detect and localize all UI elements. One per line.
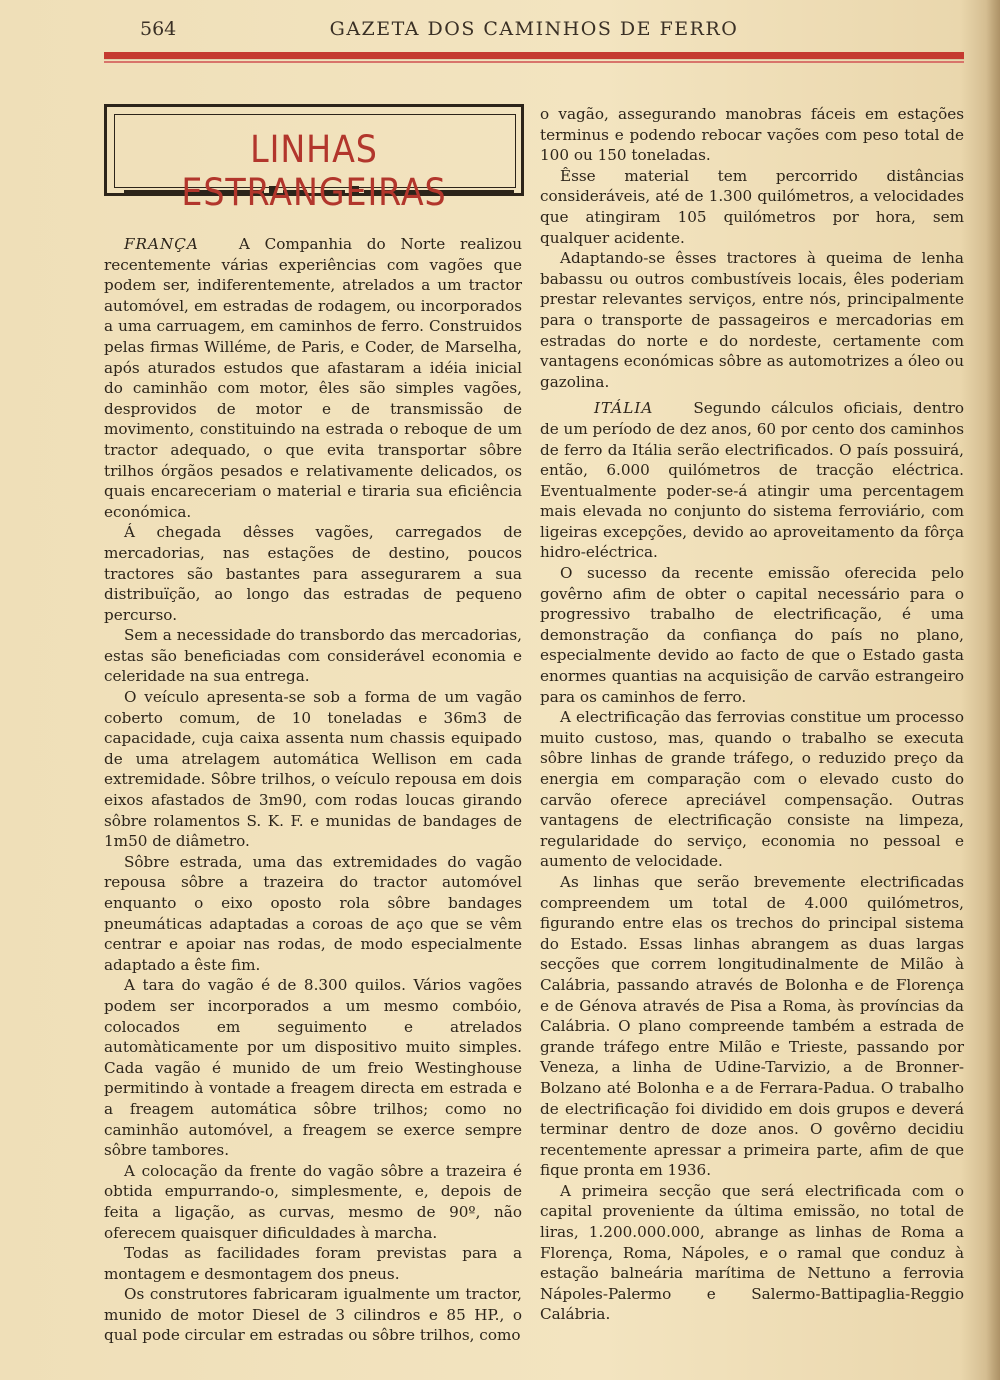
header-rule-thin <box>104 61 964 63</box>
paragraph: Êsse material tem percorrido distâncias consideráveis, até de 1.300 quilómetros, a velocidades que atingiram 105 quilómetros por hora, sem qualquer acidente. <box>540 166 964 247</box>
paragraph: A colocação da frente do vagão sôbre a trazeira é obtida empurrando-o, simplesmente, e, depois de feita a ligação, as curvas, mesmo de 90º, não oferecem quaisquer dificuldades à marcha. <box>104 1161 522 1242</box>
country-heading-italy: ITÁLIA <box>594 399 654 418</box>
paragraph: Sôbre estrada, uma das extremidades do vagão repousa sôbre a trazeira do tractor automóvel enquanto o eixo oposto rola sôbre bandages pneumáticas adaptadas a coroas de aço que se vêm centrar e apoiar nas rodas, de modo especialmente adaptado a êste fim. <box>104 852 522 974</box>
section-title: LINHAS ESTRANGEIRAS <box>181 128 447 214</box>
page-edge-shadow <box>986 0 1000 1380</box>
page-number: 564 <box>140 18 177 40</box>
paragraph <box>540 398 964 563</box>
paragraph: Sem a necessidade do transbordo das mercadorias, estas são beneficiadas com considerável economia e celeridade na sua entrega. <box>104 626 522 686</box>
paragraph <box>104 234 522 522</box>
header-rule <box>104 52 964 59</box>
paragraph: O veículo apresenta-se sob a forma de um vagão coberto comum, de 10 toneladas e 36m3 de capacidade, cuja caixa assenta num chassis equipado de uma atrelagem automática Wellison em cada extremidade. Sôbre trilhos, o veículo repousa em dois eixos afastados de 3m90, com rodas loucas girando sôbre rolamentos S. K. F. e munidas de bandages de 1m50 de diâmetro. <box>104 688 522 851</box>
paragraph: Adaptando-se êsses tractores à queima de lenha babassu ou outros combustíveis locais, êles poderiam prestar relevantes serviços, entre nós, principalmente para o transporte de passageiros e mercadorias em estradas do norte e do nordeste, certamente com vantagens económicas sôbre as automotrizes a óleo ou gazolina. <box>540 249 964 391</box>
left-column <box>104 234 522 1346</box>
paragraph: O sucesso da recente emissão oferecida pelo govêrno afim de obter o capital necessário para o progressivo trabalho de electrificação, é uma demonstração da confiança do país no plano, especialmente devido ao facto de que o Estado gasta enormes quantias na acquisição de carvão estrangeiro para os caminhos de ferro. <box>540 564 964 706</box>
paragraph: Os construtores fabricaram igualmente um tractor, munido de motor Diesel de 3 cilindros e 85 HP., o qual pode circular em estradas ou sôbre trilhos, como <box>104 1285 522 1345</box>
country-heading-france: FRANÇA <box>124 235 199 253</box>
paragraph: Todas as facilidades foram previstas para a montagem e desmontagem dos pneus. <box>104 1244 522 1283</box>
paragraph: A primeira secção que será electrificada com o capital proveniente da última emissão, no total de liras, 1.200.000.000, abrange as linhas de Roma a Florença, Roma, Nápoles, e o ramal que conduz à estação balneária marítima de Nettuno a ferrovia Nápoles-Palermo e Salermo-Battipaglia-Reggio Calábria. <box>540 1181 964 1324</box>
paragraph: As linhas que serão brevemente electrificadas compreendem um total de 4.000 quilómetros, figurando entre elas os trechos do principal sistema do Estado. Essas linhas abrangem as duas largas secções que correm longitudinalmente de Milão à Calábria, passando através de Bolonha e de Florença e de Génova através de Pisa a Roma, às províncias da Calábria. O plano compreende também a estrada de grande tráfego entre Milão e Trieste, passando por Veneza, a linha de Udine-Tarvizio, a de Bronner-Bolzano até Bolonha e a de Ferrara-Padua. O trabalho de electrificação foi dividido em dois grupos e deverá terminar dentro de doze anos. O govêrno decidiu recentemente apressar a primeira parte, afim de que fique pronta em 1936. <box>540 872 964 1180</box>
section-title-frame <box>104 104 524 214</box>
paragraph: A tara do vagão é de 8.300 quilos. Vários vagões podem ser incorporados a um mesmo combóio, colocados em seguimento e atrelados automàticamente por um dispositivo muito simples. Cada vagão é munido de um freio Westinghouse permitindo à vontade a freagem directa em estrada e a freagem automática sôbre trilhos; como no caminhão automóvel, a freagem se exerce sempre sôbre tambores. <box>104 976 522 1160</box>
paragraph-text: A Companhia do Norte realizou recentemente várias experiências com vagões que podem ser, indiferentemente, atrelados a um tractor automóvel, em estradas de rodagem, ou incorporados a uma carruagem, em caminhos de ferro. Construidos pelas firmas Willéme, de Paris, e Coder, de Marselha, após aturados estudos que afastaram a idéia inicial do caminhão com motor, êles são simples vagões, desprovidos de motor e de transmissão de movimento, constituindo na estrada o reboque de um tractor adequado, o que evita transportar sôbre trilhos órgãos pesados e relativamente delicados, os quais encareceriam o material e tiraria sua eficiência económica. <box>104 235 522 521</box>
paragraph-text: Segundo cálculos oficiais, dentro de um período de dez anos, 60 por cento dos caminhos de ferro da Itália serão electrificados. O país possuirá, então, 6.000 quilómetros de tracção eléctrica. Eventualmente poder-se-á atingir uma percentagem mais elevada no conjunto do sistema ferroviário, com ligeiras excepções, devido ao aproveitamento da fôrça hidro-eléctrica. <box>540 399 964 562</box>
running-header <box>104 16 964 46</box>
paragraph: o vagão, assegurando manobras fáceis em estações terminus e podendo rebocar vações com peso total de 100 ou 150 toneladas. <box>540 105 964 165</box>
paragraph: A electrificação das ferrovias constitue um processo muito custoso, mas, quando o trabalho se executa sôbre linhas de grande tráfego, o reduzido preço da energia em comparação com o elevado custo do carvão oferece apreciável compensação. Outras vantagens de electrificação consiste na limpeza, regularidade do serviço, economia no pessoal e aumento de velocidade. <box>540 708 964 871</box>
paragraph: Á chegada dêsses vagões, carregados de mercadorias, nas estações de destino, poucos tractores são bastantes para assegurarem a sua distribuïção, ao longo das estradas de pequeno percurso. <box>104 523 522 624</box>
right-column <box>540 104 964 1325</box>
journal-title: GAZETA DOS CAMINHOS DE FERRO <box>329 18 739 40</box>
